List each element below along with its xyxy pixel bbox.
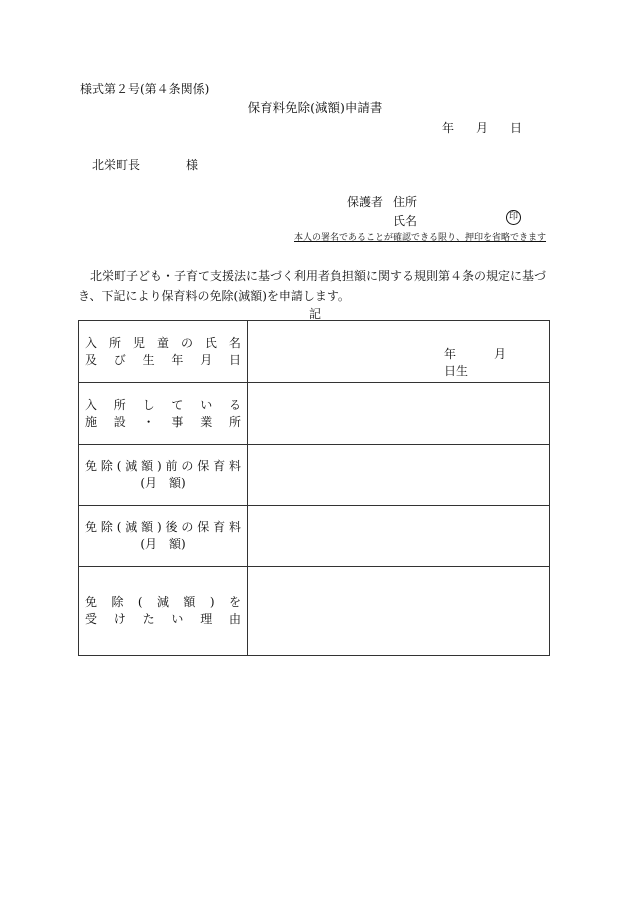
label-sub: (月 額) — [140, 537, 186, 551]
seal-mark: 印 — [506, 210, 521, 225]
table-row — [79, 445, 550, 506]
child-name-dob-field[interactable] — [248, 321, 550, 383]
label-line: 免 除 ( 減 額 ) 前 の 保 育 料 — [85, 459, 241, 473]
fee-before-field[interactable] — [248, 445, 550, 506]
label-fee-after — [79, 506, 248, 567]
reason-field[interactable] — [248, 567, 550, 656]
label-line: 入 所 し て い る — [85, 397, 241, 412]
dob-line — [444, 345, 549, 379]
label-line: 免 除 ( 減 額 ) 後 の 保 育 料 — [85, 520, 241, 534]
application-body-text: 北栄町子ども・子育て支援法に基づく利用者負担額に関する規則第４条の規定に基づき、下記により保育料の免除(減額)を申請します。 — [78, 269, 547, 303]
addressee-honorific: 様 — [186, 158, 199, 172]
fee-after-field[interactable] — [248, 506, 550, 567]
application-date — [442, 119, 522, 136]
guardian-name-label: 氏名 — [393, 214, 418, 228]
label-fee-before — [79, 445, 248, 506]
dob-year-label: 年 — [444, 347, 457, 361]
ki-heading: 記 — [308, 307, 321, 321]
document-title: 保育料免除(減額)申請書 — [247, 100, 383, 115]
label-line: 施 設 ・ 事 業 所 — [85, 414, 241, 429]
guardian-label: 保護者 — [347, 195, 384, 209]
addressee-name: 北栄町長 — [92, 158, 141, 172]
label-line: 免 除 ( 減 額 ) を — [85, 595, 241, 609]
addressee — [92, 156, 198, 173]
table-row — [79, 506, 550, 567]
label-reason — [79, 567, 248, 656]
label-line: 及 び 生 年 月 日 — [85, 352, 241, 367]
guardian-address-line — [347, 193, 417, 210]
dob-month-label: 月 — [494, 347, 507, 361]
table-row — [79, 321, 550, 383]
facility-field[interactable] — [248, 383, 550, 445]
label-sub: (月 額) — [140, 476, 186, 490]
date-year-label: 年 — [442, 121, 455, 135]
table-row — [79, 383, 550, 445]
date-day-label: 日 — [510, 121, 523, 135]
guardian-address-label: 住所 — [393, 195, 418, 209]
table-row — [79, 567, 550, 656]
label-child-name-dob — [79, 321, 248, 383]
label-facility — [79, 383, 248, 445]
label-line: 受 け た い 理 由 — [85, 612, 241, 626]
form-number: 様式第２号(第４条関係) — [80, 82, 210, 96]
dob-day-label: 日生 — [444, 364, 469, 378]
application-table — [78, 320, 550, 656]
label-line: 入 所 児 童 の 氏 名 — [85, 335, 241, 350]
signature-note: 本人の署名であることが確認できる限り、押印を省略できます — [294, 233, 547, 243]
date-month-label: 月 — [476, 121, 489, 135]
